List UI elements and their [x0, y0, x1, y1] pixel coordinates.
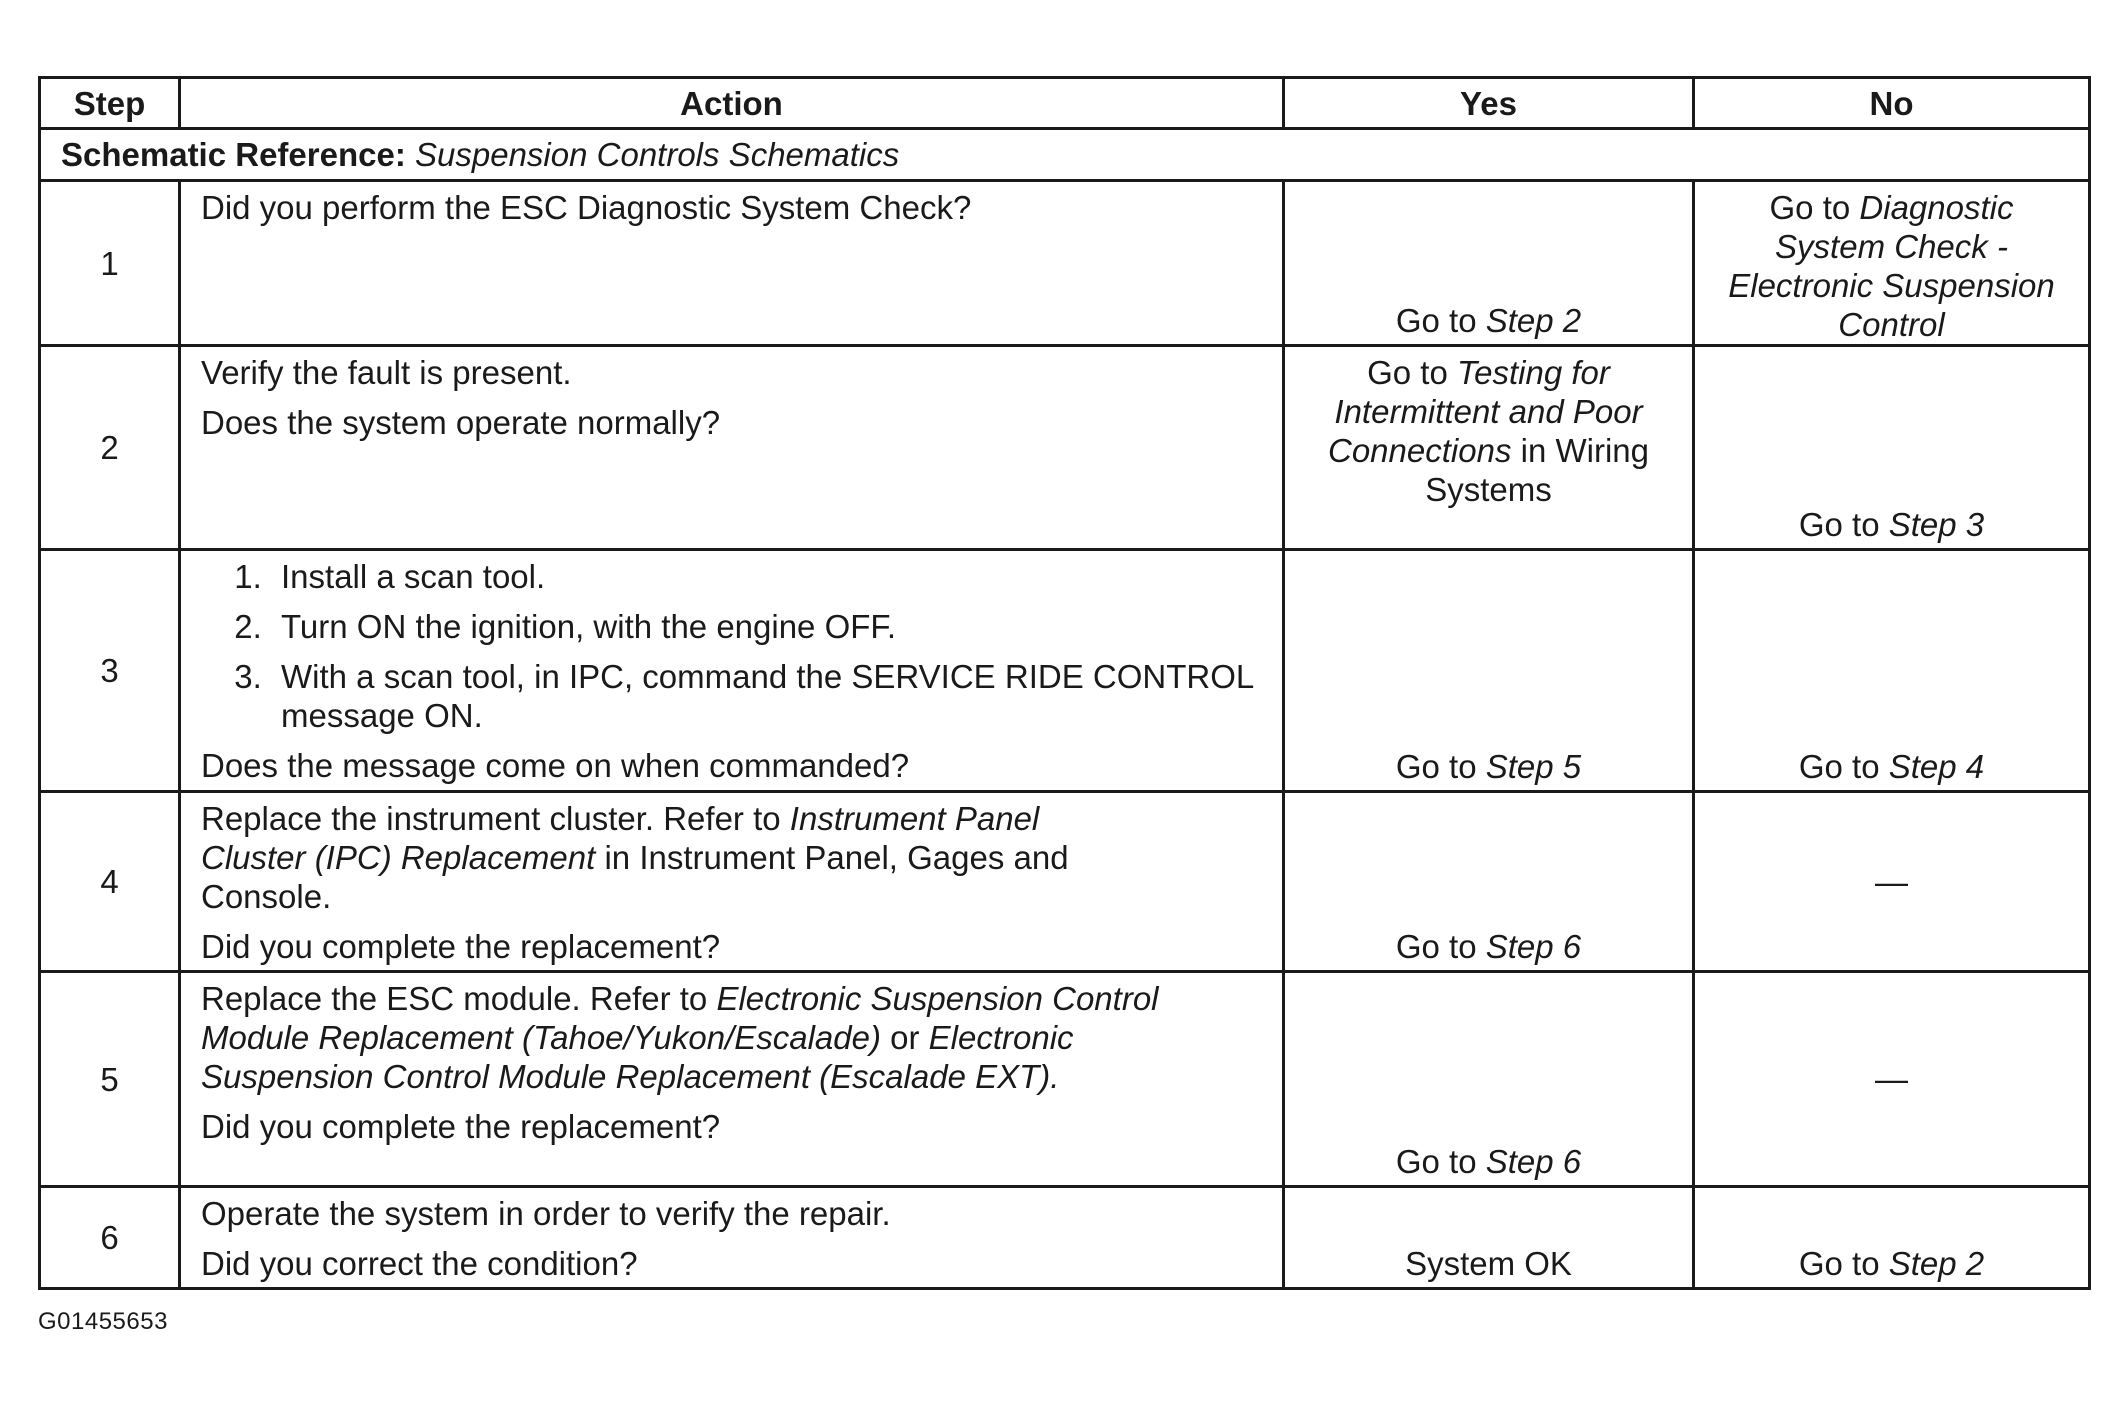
table-row — [40, 972, 2090, 1187]
list-item: 3. With a scan tool, in IPC, command the SERVICE RIDE CONTROL message ON. — [271, 657, 1272, 735]
no-ref-link[interactable]: Step 3 — [1888, 506, 1985, 543]
action-cell — [180, 972, 1284, 1187]
action-text: Verify the fault is present. — [201, 354, 572, 391]
no-prefix: Go to — [1798, 1245, 1880, 1282]
action-question: Did you complete the replacement? — [201, 1108, 721, 1145]
list-item: 1. Install a scan tool. — [271, 557, 1272, 596]
action-ref-link[interactable]: Instrument Panel Cluster (IPC) Replacement — [201, 800, 1040, 876]
no-cell — [1694, 1187, 2090, 1289]
action-question: Did you correct the condition? — [201, 1245, 638, 1282]
action-question: Does the system operate normally? — [201, 404, 721, 441]
yes-cell — [1284, 181, 1694, 346]
header-no: No — [1694, 78, 2090, 129]
no-cell — [1694, 550, 2090, 792]
header-yes: Yes — [1284, 78, 1694, 129]
table-row — [40, 792, 2090, 972]
action-text: Replace the instrument cluster. Refer to Instrument Panel Cluster (IPC) Replacement in Instrument Panel, Gages and Console. — [201, 800, 1069, 915]
schematic-row — [40, 129, 2090, 181]
schematic-reference-link[interactable]: Suspension Controls Schematics — [415, 136, 900, 173]
header-step: Step — [40, 78, 180, 129]
action-text: Replace the ESC module. Refer to Electronic Suspension Control Module Replacement (Tahoe/Yukon/Escalade) or Electronic Suspension Control Module Replacement (Escalade EXT). — [201, 980, 1159, 1095]
table-row — [40, 346, 2090, 550]
step-number: 1 — [40, 181, 180, 346]
yes-text: System OK — [1405, 1245, 1572, 1282]
yes-ref-link[interactable]: Testing for Intermittent and Poor Connections — [1328, 354, 1643, 469]
step-number: 5 — [40, 972, 180, 1187]
action-cell — [180, 346, 1284, 550]
yes-ref-link[interactable]: Step 5 — [1485, 748, 1582, 785]
figure-id-caption: G01455653 — [38, 1308, 168, 1335]
action-ref-link[interactable]: Electronic Suspension Control Module Replacement (Tahoe/Yukon/Escalade) — [201, 980, 1159, 1056]
no-ref-link[interactable]: Step 4 — [1888, 748, 1985, 785]
yes-cell — [1284, 346, 1694, 550]
yes-prefix: Go to — [1395, 302, 1477, 339]
schematic-label: Schematic Reference: — [61, 136, 406, 173]
list-item: 2. Turn ON the ignition, with the engine OFF. — [271, 607, 1272, 646]
step-number: 4 — [40, 792, 180, 972]
table-row — [40, 181, 2090, 346]
yes-prefix: Go to — [1395, 928, 1477, 965]
action-cell — [180, 181, 1284, 346]
table-row — [40, 550, 2090, 792]
action-question: Does the message come on when commanded? — [201, 747, 910, 784]
action-steps-list — [201, 557, 1272, 735]
no-prefix: Go to — [1798, 748, 1880, 785]
no-cell — [1694, 181, 2090, 346]
yes-cell — [1284, 1187, 1694, 1289]
yes-cell — [1284, 972, 1694, 1187]
no-ref-link[interactable]: Step 2 — [1888, 1245, 1985, 1282]
no-cell — [1694, 972, 2090, 1187]
yes-ref-link[interactable]: Step 6 — [1485, 928, 1582, 965]
no-prefix: Go to — [1798, 506, 1880, 543]
header-action: Action — [180, 78, 1284, 129]
yes-ref-link[interactable]: Step 6 — [1485, 1143, 1582, 1180]
no-cell — [1694, 346, 2090, 550]
action-cell — [180, 550, 1284, 792]
yes-prefix: Go to — [1367, 354, 1448, 391]
yes-prefix: Go to — [1395, 1143, 1477, 1180]
yes-suffix: in Wiring Systems — [1425, 432, 1649, 508]
action-cell — [180, 1187, 1284, 1289]
action-text: Did you perform the ESC Diagnostic System Check? — [201, 189, 972, 226]
no-prefix: Go to — [1769, 189, 1851, 226]
step-number: 2 — [40, 346, 180, 550]
header-row — [40, 78, 2090, 129]
action-ref-link[interactable]: Electronic Suspension Control Module Replacement (Escalade EXT). — [201, 1019, 1074, 1095]
yes-prefix: Go to — [1395, 748, 1477, 785]
action-text: Operate the system in order to verify the repair. — [201, 1195, 891, 1232]
no-dash: — — [1875, 863, 1908, 900]
table-row — [40, 1187, 2090, 1289]
action-cell — [180, 792, 1284, 972]
yes-cell — [1284, 550, 1694, 792]
step-number: 6 — [40, 1187, 180, 1289]
yes-ref-link[interactable]: Step 2 — [1485, 302, 1582, 339]
no-ref-link[interactable]: Diagnostic System Check - Electronic Suspension Control — [1728, 189, 2055, 343]
no-cell — [1694, 792, 2090, 972]
no-dash: — — [1875, 1060, 1908, 1098]
step-number: 3 — [40, 550, 180, 792]
yes-cell — [1284, 792, 1694, 972]
action-question: Did you complete the replacement? — [201, 928, 721, 965]
diagnostic-table — [38, 76, 2091, 1290]
